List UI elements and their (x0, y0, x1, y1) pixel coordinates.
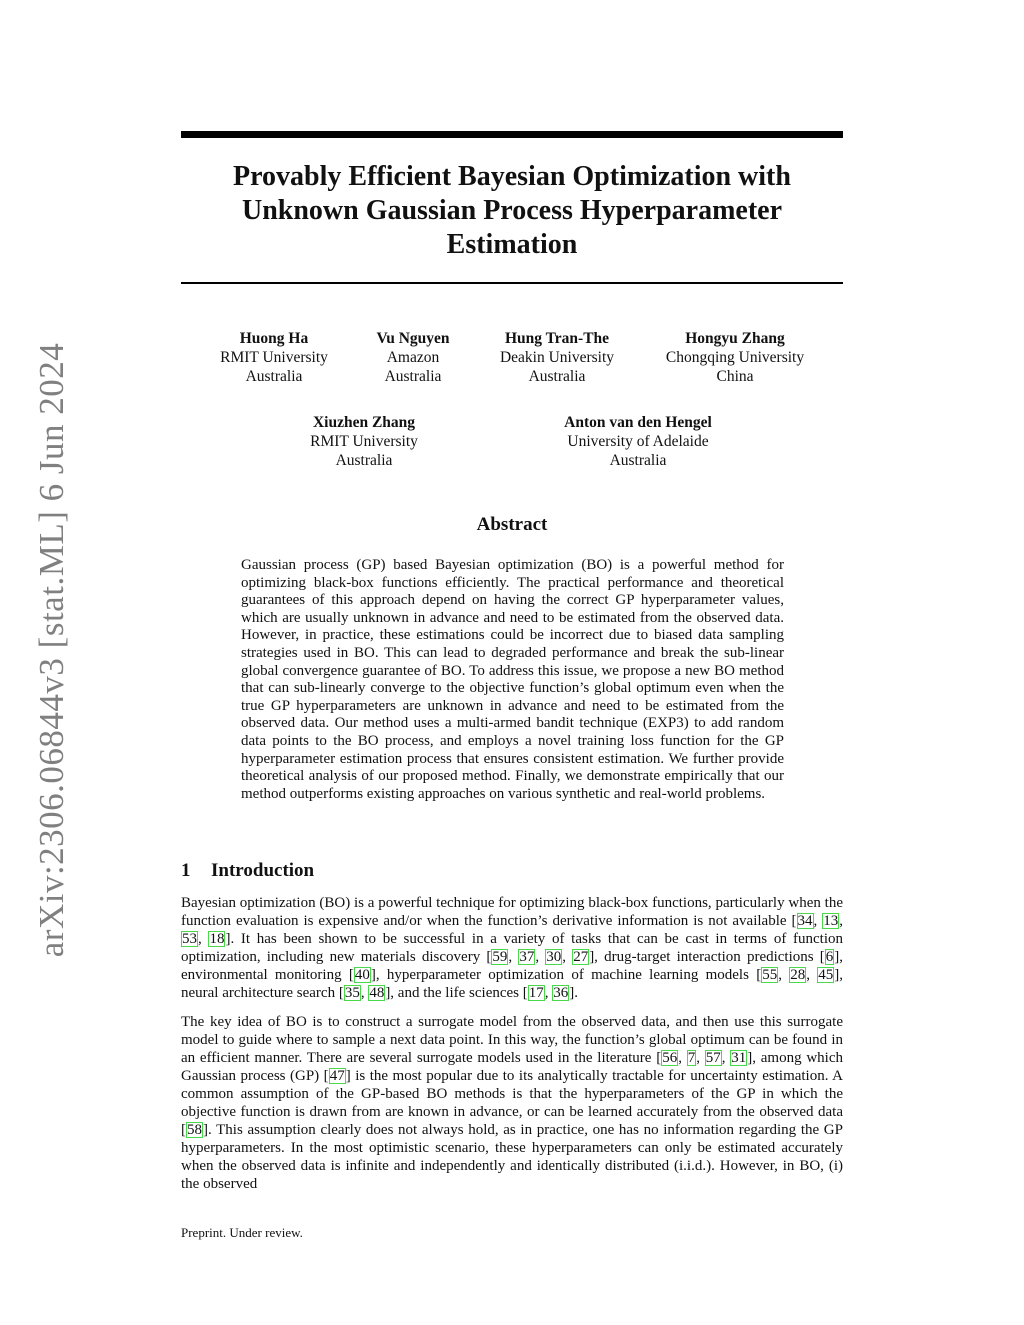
citation-link[interactable]: 13 (823, 913, 839, 929)
title-line: Provably Efficient Bayesian Optimization with (233, 161, 791, 192)
citation-link[interactable]: 48 (369, 985, 385, 1001)
title-line: Unknown Gaussian Process Hyperparameter (241, 195, 783, 226)
author-country: Australia (528, 368, 586, 385)
citation-link[interactable]: 7 (687, 1050, 696, 1066)
citation-link[interactable]: 58 (187, 1122, 202, 1138)
citation-link[interactable]: 57 (705, 1050, 721, 1066)
citation-link[interactable]: 36 (553, 985, 569, 1001)
author-country: Australia (609, 452, 667, 469)
citation-link[interactable]: 55 (762, 967, 778, 983)
title-line: Estimation (446, 229, 578, 260)
section-heading (181, 860, 314, 882)
body-text: ], drug-target interaction predictions [ (589, 949, 825, 965)
title-rule-top (181, 131, 843, 138)
author-affiliation: RMIT University (220, 349, 328, 366)
author-block (650, 329, 820, 386)
author-affiliation: Deakin University (499, 349, 615, 366)
author-name: Hongyu Zhang (685, 330, 785, 347)
author-affiliation: University of Adelaide (567, 433, 709, 450)
intro-paragraph-2: The key idea of BO is to construct a surrogate model from the observed data, and then use this surrogate model to guide where to sample a next data point. In this way, the function’s global optimum can be found in an efficient manner. There are several surrogate models used in the literature [56, 7, 57, 31], among which Gaussian process (GP) [47] is the most popular due to its analytically tractable for uncertainty estimation. A common assumption of the GP-based BO methods is that the hyperparameters of the GP in which the objective function is drawn from are known in advance, or can be learned accurately from the observed data [58]. This assumption clearly does not always hold, as in practice, one has no information regarding the GP hyperparameters. In the most optimistic scenario, these hyperparameters can only be estimated accurately when the observed data is infinite and independently and identically distributed (i.i.d.). However, in BO, (i) the observed (181, 1014, 843, 1192)
citation-link[interactable]: 40 (354, 967, 370, 983)
body-text: ]. This assumption clearly does not always hold, as in practice, one has no information regarding the GP hyperparameters. In the most optimistic scenario, these hyperparameters can only be estimated accurately when the observed data is infinite and independently and identically distributed (i.i.d.). However, in BO, (i) the observed (181, 1122, 843, 1192)
citation-link[interactable]: 56 (662, 1050, 678, 1066)
citation-link[interactable]: 35 (344, 985, 360, 1001)
author-name: Huong Ha (239, 330, 309, 347)
author-block (204, 329, 344, 386)
author-country: China (716, 368, 754, 385)
arxiv-identifier: arXiv:2306.06844v3 [stat.ML] 6 Jun 2024 (32, 342, 71, 958)
author-name: Xiuzhen Zhang (312, 414, 416, 431)
abstract-text: Gaussian process (GP) based Bayesian optimization (BO) is a powerful method for optimizing black-box functions efficiently. The practical performance and theoretical guarantees of this approach depend on having the correct GP hyperparameter values, which are usually unknown in advance and need to be estimated from the observed data. However, in practice, these estimations could be incorrect due to biased data sampling strategies used in BO. This can lead to degraded performance and break the sub-linear global convergence guarantee of BO. To address this issue, we propose a new BO method that can sub-linearly converge to the objective function’s global optimum even when the true GP hyperparameters are unknown in advance and need to be estimated from the observed data. Our method uses a multi-armed bandit technique (EXP3) to add random data points to the BO process, and employs a novel training loss function for the GP hyperparameter estimation process that ensures consistent estimation. We further provide theoretical analysis of our proposed method. Finally, we demonstrate empirically that our method outperforms existing approaches on various synthetic and real-world problems. (241, 557, 784, 802)
author-country: Australia (245, 368, 303, 385)
citation-link[interactable]: 47 (329, 1068, 345, 1084)
title-rule-bottom (181, 282, 843, 284)
citation-link[interactable]: 18 (209, 931, 225, 947)
author-affiliation: Chongqing University (665, 349, 805, 366)
author-name: Hung Tran-The (504, 330, 610, 347)
author-block (543, 413, 733, 470)
citation-link[interactable]: 59 (492, 949, 508, 965)
body-text: ]. It has been shown to be successful in a variety of tasks that can be cast in terms of function optimization, including new materials discovery [ (181, 931, 844, 965)
body-text: The key idea of BO is to construct a surrogate model from the observed data, and then use this surrogate model to guide where to sample a next data point. In this way, the function’s global optimum can be found in an efficient manner. There are several surrogate models used in the literature [ (181, 1014, 843, 1066)
paper-title (181, 160, 843, 262)
citation-link[interactable]: 34 (797, 913, 813, 929)
body-text: Bayesian optimization (BO) is a powerful technique for optimizing black-box functions, particularly when the function evaluation is expensive and/or when the function’s derivative information is not available [ (181, 895, 843, 929)
author-country: Australia (335, 452, 393, 469)
body-text: ], and the life sciences [ (385, 985, 528, 1001)
author-block (482, 329, 632, 386)
citation-link[interactable]: 28 (790, 967, 806, 983)
body-text: ]. (569, 985, 578, 1001)
citation-link[interactable]: 37 (519, 949, 535, 965)
author-affiliation: RMIT University (310, 433, 418, 450)
body-text: ], neural architecture search [ (181, 967, 844, 1001)
citation-link[interactable]: 53 (182, 931, 197, 947)
author-block (289, 413, 439, 470)
citation-link[interactable]: 27 (573, 949, 589, 965)
citation-link[interactable]: 6 (825, 949, 834, 965)
author-name: Anton van den Hengel (564, 414, 712, 431)
citation-link[interactable]: 17 (528, 985, 544, 1001)
section-number: 1 (181, 860, 191, 881)
abstract-heading: Abstract (476, 514, 548, 535)
citation-link[interactable]: 31 (731, 1050, 747, 1066)
citation-link[interactable]: 30 (546, 949, 562, 965)
author-affiliation: Amazon (386, 349, 440, 366)
footer-note: Preprint. Under review. (181, 1225, 303, 1240)
body-text: ], hyperparameter optimization of machine learning models [ (370, 967, 762, 983)
citation-link[interactable]: 45 (818, 967, 834, 983)
author-country: Australia (384, 368, 442, 385)
section-title: Introduction (211, 860, 315, 881)
intro-paragraph-1: Bayesian optimization (BO) is a powerful technique for optimizing black-box functions, particularly when the function evaluation is expensive and/or when the function’s derivative information is not available [34, 13, 53, 18]. It has been shown to be successful in a variety of tasks that can be cast in terms of function optimization, including new materials discovery [59, 37, 30, 27], drug-target interaction predictions [6], environmental monitoring [40], hyperparameter optimization of machine learning models [55, 28, 45], neural architecture search [35, 48], and the life sciences [17, 36]. (181, 895, 844, 1001)
author-name: Vu Nguyen (376, 330, 450, 347)
body-text: ], environmental monitoring [ (181, 949, 844, 983)
body-text: ], among which Gaussian process (GP) [ (181, 1050, 843, 1084)
author-block (353, 329, 473, 386)
body-text: ] is the most popular due to its analytically tractable for uncertainty estimation. A common assumption of the GP-based BO methods is that the hyperparameters of the GP in which the objective function is drawn from are known in advance, or can be learned accurately from the observed data [ (181, 1068, 843, 1138)
